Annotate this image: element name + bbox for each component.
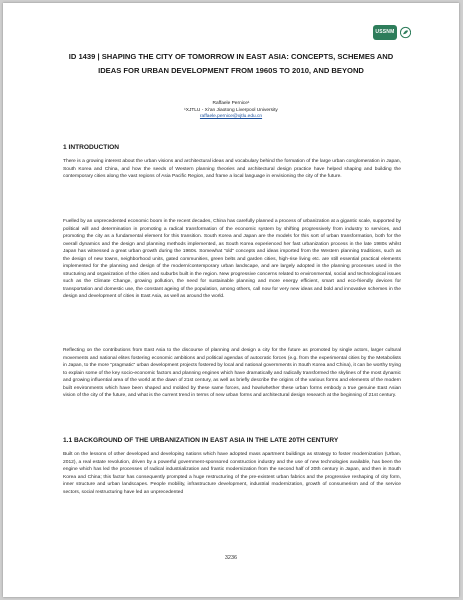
conference-logo <box>373 23 431 41</box>
author-affiliation: ¹XJTLU - Xi'an Jiaotong Liverpool University <box>184 107 278 113</box>
body-paragraph: There is a growing interest about the urban visions and architectural ideas and vocabulary behind the formation of the large urban conglomeration in Japan, South Korea and China, and how the seeds of Western planning theories and architectural design practice have helped shaping and building the contemporary cities along the vast regions of Asia Pacific Region, and frame a local language in envisioning the city of the future. <box>63 159 401 179</box>
paper-title: ID 1439 | SHAPING THE CITY OF TOMORROW IN EAST ASIA: CONCEPTS, SCHEMES AND IDEAS FOR URBAN DEVELOPMENT FROM 1960S TO 2010, AND BEYOND <box>68 52 394 75</box>
subsection-heading: 1.1 BACKGROUND OF THE URBANIZATION IN EAST ASIA IN THE LATE 20TH CENTURY <box>63 437 339 444</box>
body-paragraph: Fuelled by an unprecedented economic boom in the recent decades, China has carefully planned a process of urbanization at a gigantic scale, supported by political will and determination in promoting a radical transformation of the economic system by shifting progressively from industry to services, and promoting the city as a fundamental element for this transition. South Korea and Japan are the models for this sort of urban transformation, both for the overall dynamics and the design and planning methods implemented, as South Korea experienced her fast urbanization process in the late 1980s whilst Japan has witnessed a great urban growth during the 1960s. Somewhat "old" concepts and ideas imported from the Western planning traditions, such as the design of new towns, neighborhood units, gated communities, green belts and garden cities, high-rise living etc. are still essential practical elements implemented for the planning and design of the modern/contemporary urban landscape, and are largely adopted in the planning processes used in the structuring and organization of the cities and suburbs built in the region. New progressive concerns related to environmental, social and technological issues such as the Climate Change, growing pollution, the need for sustainable planning and more energy efficient, smart and eco-friendly devices for transportation and domestic use, the constant ageing of the population, among others, call now for very new ideas and bold and innovative schemes in the design and development of cities in East Asia, as well as around the world. <box>63 219 401 299</box>
page-number: 3236 <box>224 555 238 561</box>
body-paragraph: Reflecting on the contributions from East Asia to the discourse of planning and design a city for the future as promoted by single actors, larger cultural movements and national elites fostering economic ambitions and political agendas of autocratic forces (e.g. from the experimental cities by the Metabolists in Japan, to the more "pragmatic" urban development projects fostered by local and national governments in South Korea and China), it can be worthy trying to explain some of the key socio-economic factors and planning engines which have dramatically and radically transformed the skylines of the most dynamic and growing influential area of the world at the dawn of 21st century, as well as briefly describe the origins of the various forms and elements of the modern built environments which have been shaped and molded by these same forces, and how/whether these urban forms embody a true genuine East Asian vision of the city of the future, and what is the current trend in terms of new urban forms and architectural design research at the beginning of 21st century. <box>63 348 401 398</box>
author-name: Raffaele Pernice¹ <box>212 101 250 106</box>
section-heading: 1 INTRODUCTION <box>63 144 120 151</box>
author-block <box>63 101 399 121</box>
logo-badge: USSNM <box>373 25 397 40</box>
paper-page <box>3 3 459 597</box>
body-paragraph: Built on the lessons of other developed and developing nations which have adopted mass apartment buildings as strategy to foster modernization (Urban, 2012), a real estate revolution, driven by a powerful government-sponsored construction industry and the use of new technologies available, has been the engine which has led the processes of radical industrialization and frantic modernization from the second half of 20th century in Japan, and then in South Korea and China; this factor has consequently prompted a huge restructuring of the pre-existent urban fabrics and the progressive reshaping of city form, inner structure and urban landscapes. People mobility, infrastructure development, industrial modernization, growth of consumerism and of the service sectors, social restructuring have led an unprecedented <box>63 452 401 495</box>
author-email-link[interactable]: raffaele.pernice@xjtlu.edu.cn <box>199 114 263 119</box>
leaf-icon <box>400 26 411 39</box>
